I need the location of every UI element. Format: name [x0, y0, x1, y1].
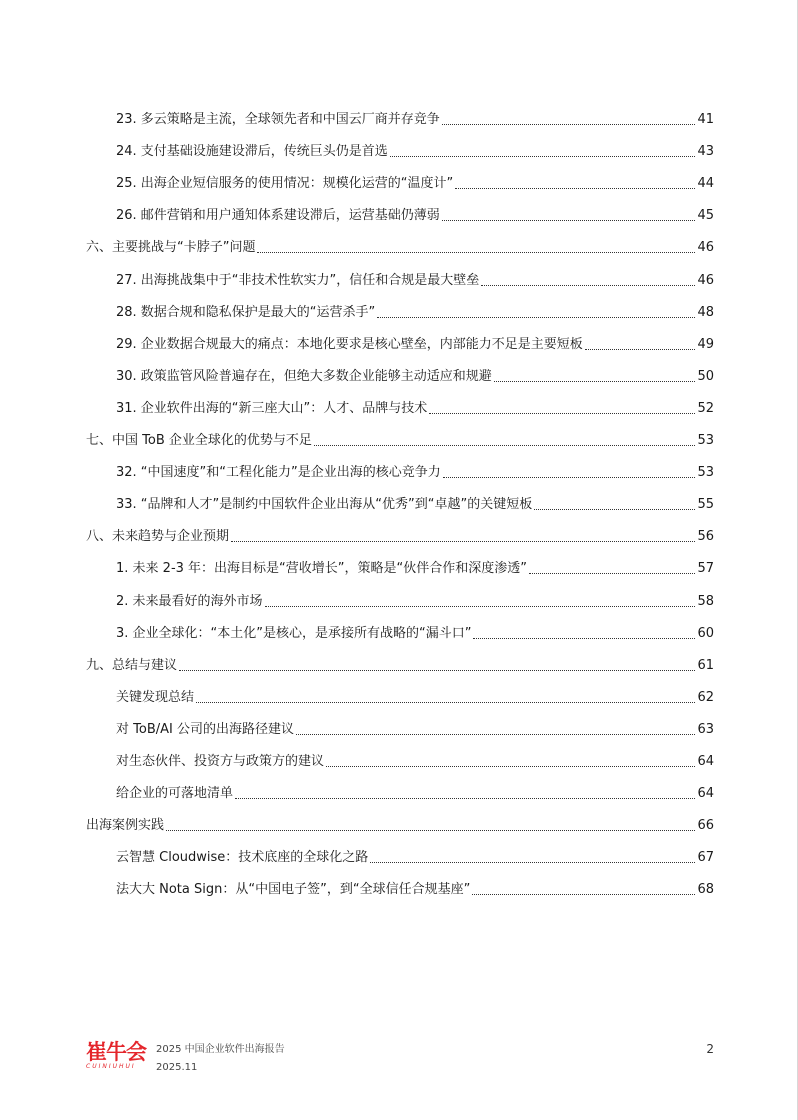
toc-dot-leader	[585, 348, 696, 350]
toc-entry-page: 61	[697, 657, 714, 673]
toc-dot-leader	[235, 797, 695, 799]
toc-dot-leader	[196, 701, 695, 703]
toc-dot-leader	[455, 187, 695, 189]
toc-entry-page: 64	[697, 786, 714, 802]
toc-entry-page: 46	[697, 240, 714, 256]
toc-entry[interactable]	[116, 103, 714, 129]
toc-dot-leader	[481, 284, 695, 286]
toc-entry-title: 23. 多云策略是主流，全球领先者和中国云厂商并存竞争	[116, 112, 440, 127]
toc-entry-page: 44	[697, 176, 714, 192]
report-title: 2025 中国企业软件出海报告	[156, 1044, 285, 1055]
toc-dot-leader	[377, 316, 695, 318]
toc-entry[interactable]	[116, 264, 714, 290]
toc-entry[interactable]	[116, 777, 714, 803]
toc-entry[interactable]	[86, 424, 714, 450]
toc-entry-page: 63	[697, 721, 714, 737]
toc-dot-leader	[179, 669, 695, 671]
toc-dot-leader	[494, 380, 696, 382]
toc-entry[interactable]	[116, 681, 714, 707]
toc-dot-leader	[166, 829, 695, 831]
toc-entry-title: 给企业的可落地清单	[116, 786, 234, 802]
toc-dot-leader	[473, 637, 695, 639]
toc-entry-title: 28. 数据合规和隐私保护是最大的“运营杀手”	[116, 304, 376, 320]
toc-entry-title: 3. 企业全球化：“本土化”是核心，是承接所有战略的“漏斗口”	[116, 625, 472, 641]
toc-entry[interactable]	[116, 135, 714, 161]
toc-entry[interactable]	[116, 199, 714, 225]
toc-entry-page: 52	[697, 400, 714, 416]
toc-entry[interactable]	[116, 745, 714, 771]
toc-entry[interactable]	[116, 392, 714, 418]
toc-entry-title: 30. 政策监管风险普遍存在，但绝大多数企业能够主动适应和规避	[116, 368, 492, 384]
toc-entry[interactable]	[116, 328, 714, 354]
toc-entry-page: 67	[697, 850, 714, 866]
toc-entry-page: 66	[697, 818, 714, 834]
toc-entry-page: 49	[697, 336, 714, 352]
toc-entry-title: 出海案例实践	[86, 818, 165, 834]
toc-dot-leader	[429, 412, 695, 414]
toc-entry-page: 45	[697, 208, 714, 224]
toc-dot-leader	[326, 765, 695, 767]
toc-dot-leader	[443, 476, 696, 478]
toc-dot-leader	[257, 251, 695, 253]
brand-logo	[86, 1040, 152, 1074]
toc-entry-title: 29. 企业数据合规最大的痛点：本地化要求是核心壁垒，内部能力不足是主要短板	[116, 336, 583, 352]
toc-dot-leader	[529, 572, 695, 574]
toc-dot-leader	[534, 508, 695, 510]
toc-dot-leader	[370, 861, 695, 863]
toc-entry-page: 58	[697, 593, 714, 609]
toc-entry[interactable]	[116, 552, 714, 578]
toc-entry[interactable]	[116, 713, 714, 739]
toc-entry-title: 对 ToB/AI 公司的出海路径建议	[116, 721, 294, 737]
toc-entry-page: 60	[697, 625, 714, 641]
toc-entry-title: 32. “中国速度”和“工程化能力”是企业出海的核心竞争力	[116, 465, 441, 481]
toc-entry-title: 九、总结与建议	[86, 657, 178, 673]
toc-entry-page: 41	[697, 112, 714, 127]
toc-entry-title: 八、未来趋势与企业预期	[86, 529, 230, 545]
toc-entry[interactable]	[86, 231, 714, 257]
page-number: 2	[706, 1042, 714, 1056]
toc-entry[interactable]	[86, 520, 714, 546]
logo-subtext: CUINIUHUI	[86, 1063, 136, 1070]
toc-entry-title: 关键发现总结	[116, 689, 195, 705]
toc-entry[interactable]	[116, 585, 714, 611]
toc-entry-title: 云智慧 Cloudwise：技术底座的全球化之路	[116, 850, 369, 866]
toc-dot-leader	[390, 155, 696, 157]
logo-text: 崔牛会	[86, 1040, 146, 1064]
toc-entry-page: 64	[697, 754, 714, 769]
toc-entry[interactable]	[116, 841, 714, 867]
toc-entry[interactable]	[86, 649, 714, 675]
report-date: 2025.11	[156, 1062, 198, 1073]
toc-entry-page: 50	[697, 368, 714, 384]
toc-entry[interactable]	[116, 617, 714, 643]
toc-entry-title: 对生态伙伴、投资方与政策方的建议	[116, 754, 325, 769]
toc-entry[interactable]	[116, 167, 714, 193]
toc-entry-title: 七、中国 ToB 企业全球化的优势与不足	[86, 433, 312, 448]
toc-dot-leader	[472, 893, 695, 895]
toc-entry-page: 43	[697, 144, 714, 160]
toc-entry-title: 2. 未来最看好的海外市场	[116, 593, 263, 609]
toc-entry-title: 1. 未来 2-3 年：出海目标是“营收增长”，策略是“伙伴合作和深度渗透”	[116, 561, 527, 577]
toc-entry-title: 26. 邮件营销和用户通知体系建设滞后，运营基础仍薄弱	[116, 208, 440, 224]
toc-entry-page: 48	[697, 304, 714, 320]
toc-entry-page: 55	[697, 497, 714, 513]
toc-dot-leader	[231, 540, 695, 542]
toc-entry[interactable]	[86, 809, 714, 835]
toc-entry-page: 62	[697, 689, 714, 705]
toc-entry-title: 31. 企业软件出海的“新三座大山”：人才、品牌与技术	[116, 400, 428, 416]
page-footer	[86, 1038, 716, 1078]
toc-entry-title: 六、主要挑战与“卡脖子”问题	[86, 240, 256, 256]
toc-entry-page: 68	[697, 882, 714, 898]
toc-entry-page: 56	[697, 529, 714, 545]
toc-entry[interactable]	[116, 456, 714, 482]
toc-entry[interactable]	[116, 488, 714, 514]
toc-dot-leader	[314, 444, 696, 446]
toc-entry[interactable]	[116, 296, 714, 322]
toc-dot-leader	[442, 219, 696, 221]
toc-entry-page: 57	[697, 561, 714, 577]
toc-entry-title: 24. 支付基础设施建设滞后，传统巨头仍是首选	[116, 144, 388, 160]
toc-entry-title: 27. 出海挑战集中于“非技术性软实力”，信任和合规是最大壁垒	[116, 272, 480, 288]
toc-entry-title: 法大大 Nota Sign：从“中国电子签”，到“全球信任合规基座”	[116, 882, 471, 898]
toc-entry[interactable]	[116, 873, 714, 899]
toc-entry[interactable]	[116, 360, 714, 386]
toc-dot-leader	[442, 123, 696, 125]
toc-dot-leader	[265, 605, 696, 607]
toc-entry-page: 46	[697, 272, 714, 288]
toc-dot-leader	[296, 733, 695, 735]
toc-entry-page: 53	[697, 433, 714, 448]
toc-entry-page: 53	[697, 465, 714, 481]
toc-entry-title: 25. 出海企业短信服务的使用情况：规模化运营的“温度计”	[116, 176, 454, 192]
toc-entry-title: 33. “品牌和人才”是制约中国软件企业出海从“优秀”到“卓越”的关键短板	[116, 497, 533, 513]
